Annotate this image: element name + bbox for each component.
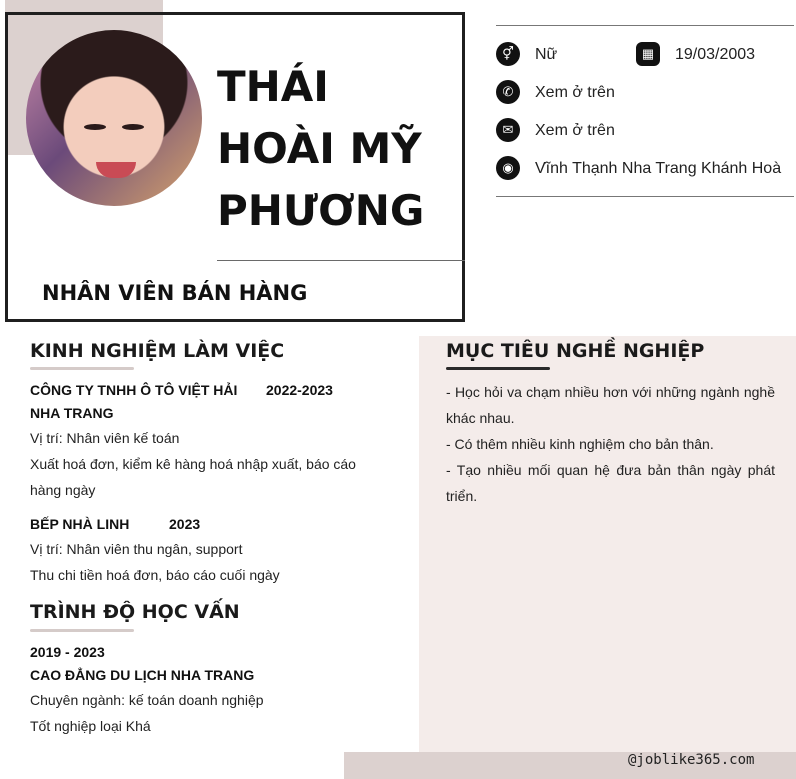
objective-list: [446, 379, 775, 509]
gender-icon: ⚥: [496, 42, 520, 66]
full-name: THÁI HOÀI MỸ PHƯƠNG: [217, 62, 425, 235]
objective-heading: MỤC TIÊU NGHỀ NGHIỆP: [446, 340, 705, 362]
birthday-value: 19/03/2003: [675, 46, 756, 63]
job-detail: hàng ngày: [30, 482, 96, 498]
job-company: BẾP NHÀ LINH: [30, 516, 130, 532]
email-value: Xem ở trên: [535, 122, 615, 139]
job-detail: Vị trí: Nhân viên thu ngân, support: [30, 541, 243, 557]
gender-value: Nữ: [535, 46, 558, 63]
education-school: CAO ĐẲNG DU LỊCH NHA TRANG: [30, 667, 255, 683]
objective-item: - Có thêm nhiều kinh nghiệm cho bản thân.: [446, 436, 714, 452]
job-period: 2023: [169, 516, 201, 532]
education-period: 2019 - 2023: [30, 644, 105, 660]
education-heading: TRÌNH ĐỘ HỌC VẤN: [30, 601, 240, 623]
job-period: 2022-2023: [266, 382, 333, 398]
objective-underline: [446, 367, 550, 370]
address-value: Vĩnh Thạnh Nha Trang Khánh Hoà: [535, 160, 782, 177]
calendar-icon: ▦: [636, 42, 660, 66]
experience-heading: KINH NGHIỆM LÀM VIỆC: [30, 340, 285, 362]
job-detail: Thu chi tiền hoá đơn, báo cáo cuối ngày: [30, 567, 280, 583]
watermark: @joblike365.com: [628, 752, 755, 768]
job-company: CÔNG TY TNHH Ô TÔ VIỆT HẢI: [30, 382, 238, 398]
job-company-line2: NHA TRANG: [30, 405, 114, 421]
education-detail: Chuyên ngành: kế toán doanh nghiệp: [30, 692, 264, 708]
job-detail: Xuất hoá đơn, kiểm kê hàng hoá nhập xuất, báo cáo: [30, 456, 356, 472]
photo-smile: [96, 162, 136, 178]
photo-eye-left: [84, 124, 106, 130]
contact-divider-bottom: [496, 196, 794, 197]
contact-divider-top: [496, 25, 794, 26]
job-detail: Vị trí: Nhân viên kế toán: [30, 430, 180, 446]
education-underline: [30, 629, 134, 632]
objective-item: - Học hỏi va chạm nhiều hơn với những ngành nghề khác nhau.: [446, 384, 775, 426]
location-icon: ◉: [496, 156, 520, 180]
phone-icon: ✆: [496, 80, 520, 104]
profile-photo: [26, 30, 202, 206]
name-divider: [217, 260, 465, 261]
mail-icon: ✉: [496, 118, 520, 142]
objective-item: - Tạo nhiều mối quan hệ đưa bản thân ngày phát triển.: [446, 462, 775, 504]
phone-value: Xem ở trên: [535, 84, 615, 101]
job-title: NHÂN VIÊN BÁN HÀNG: [42, 281, 308, 305]
education-detail: Tốt nghiệp loại Khá: [30, 718, 151, 734]
experience-underline: [30, 367, 134, 370]
photo-eye-right: [122, 124, 144, 130]
